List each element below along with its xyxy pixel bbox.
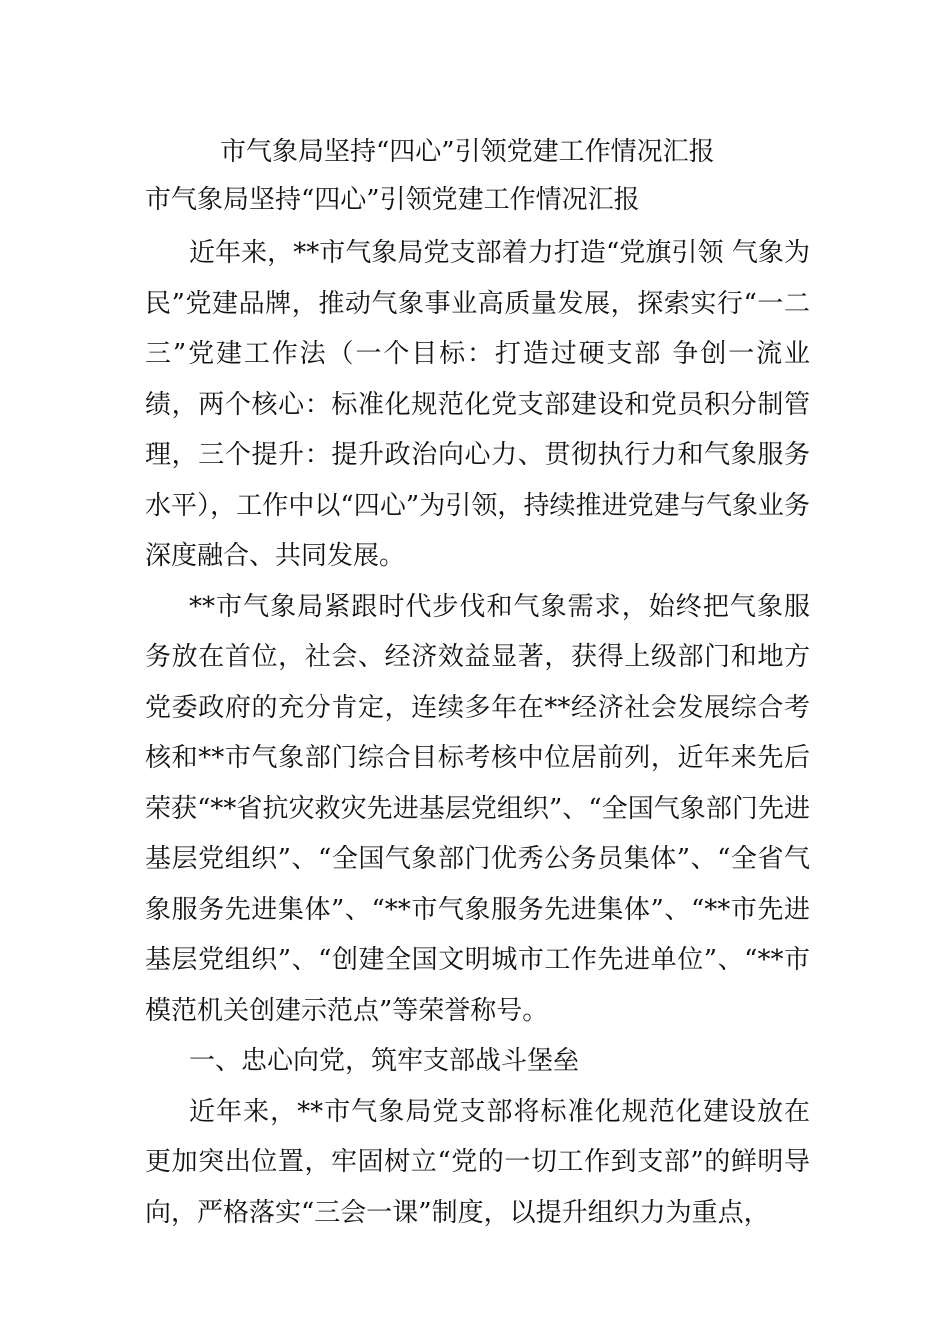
document-body	[145, 228, 810, 1238]
paragraph-section-one: 近年来，**市气象局党支部将标准化规范化建设放在更加突出位置，牢固树立“党的一切工作到支部”的鲜明导向，严格落实“三会一课”制度，以提升组织力为重点，	[145, 1096, 810, 1228]
document-title: 市气象局坚持“四心”引领党建工作情况汇报	[220, 137, 715, 167]
paragraph-achievements: **市气象局紧跟时代步伐和气象需求，始终把气象服务放在首位，社会、经济效益显著，获得上级部门和地方党委政府的充分肯定，连续多年在**经济社会发展综合考核和**市气象部门综合目标考核中位居前列，近年来先后荣获“**省抗灾救灾先进基层党组织”、“全国气象部门先进基层党组织”、“全国气象部门优秀公务员集体”、“全省气象服务先进集体”、“**市气象服务先进集体”、“**市先进基层党组织”、“创建全国文明城市工作先进单位”、“**市模范机关创建示范点”等荣誉称号。	[145, 591, 810, 1026]
section-heading: 一、忠心向党，筑牢支部战斗堡垒	[189, 1046, 580, 1076]
document-subtitle: 市气象局坚持“四心”引领党建工作情况汇报	[145, 185, 640, 215]
paragraph-intro: 近年来，**市气象局党支部着力打造“党旗引领 气象为民”党建品牌，推动气象事业高质量发展，探索实行“一二三”党建工作法（一个目标：打造过硬支部 争创一流业绩，两个核心：标准化规范化党支部建设和党员积分制管理，三个提升：提升政治向心力、贯彻执行力和气象服务水平），工作中以“四心”为引领，持续推进党建与气象业务深度融合、共同发展。	[145, 238, 810, 571]
